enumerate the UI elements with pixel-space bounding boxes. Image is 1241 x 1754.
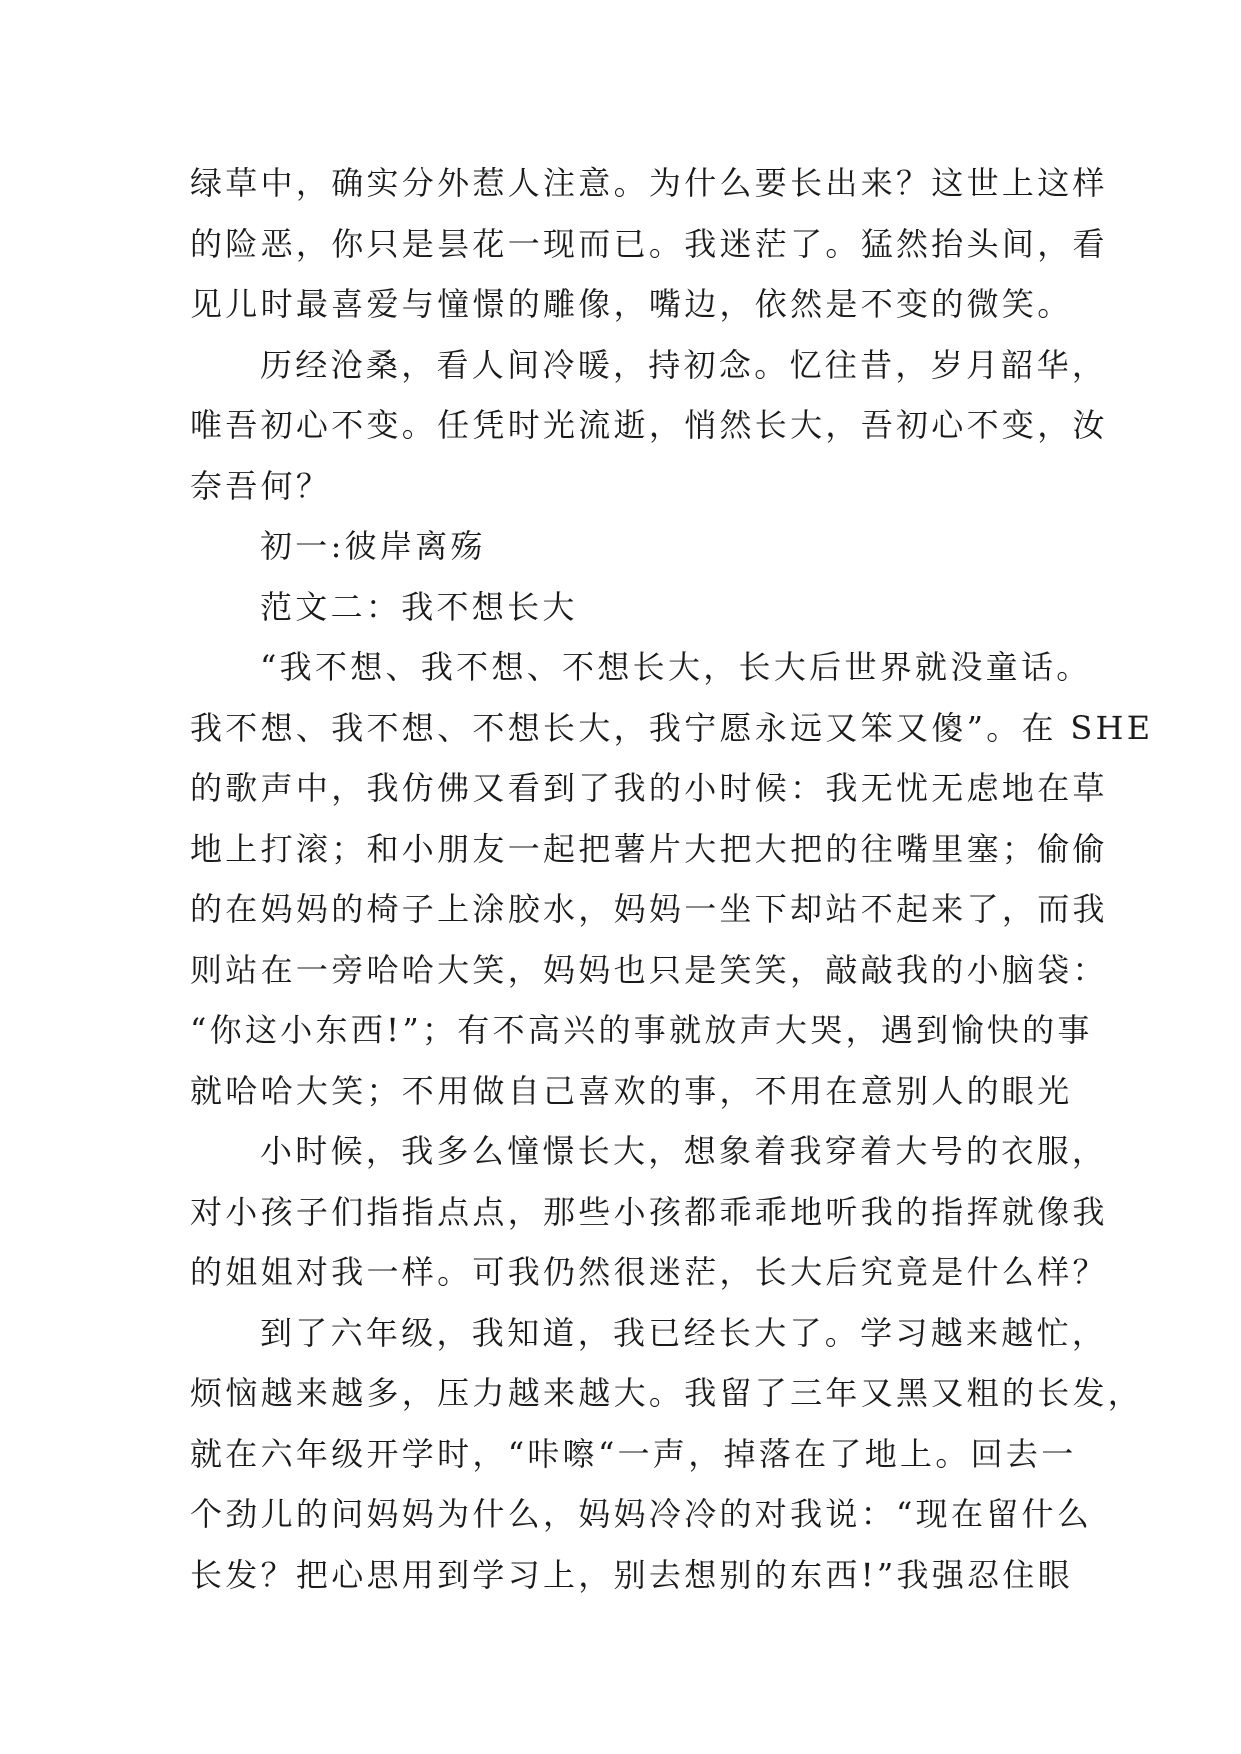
text-line: 初一:彼岸离殇 [260, 527, 486, 565]
text-line: 对小孩子们指指点点，那些小孩都乖乖地听我的指挥就像我 [190, 1192, 1108, 1231]
text-line: 就哈哈大笑；不用做自己喜欢的事，不用在意别人的眼光 [190, 1071, 1073, 1110]
text-line: 见儿时最喜爱与憧憬的雕像，嘴边，依然是不变的微笑。 [190, 285, 1073, 323]
text-line: 烦恼越来越多，压力越来越大。我留了三年又黑又粗的长发， [190, 1374, 1144, 1412]
text-line: “你这小东西!”；有不高兴的事就放声大哭，遇到愉快的事 [190, 1011, 1093, 1049]
text-line: 就在六年级开学时，“咔嚓“一声，掉落在了地上。回去一 [190, 1434, 1077, 1473]
text-line: 我不想、我不想、不想长大，我宁愿永远又笨又傻”。在 SHE [190, 708, 1154, 747]
text-line: 到了六年级，我知道，我已经长大了。学习越来越忙， [260, 1313, 1108, 1352]
text-line: “我不想、我不想、不想长大，长大后世界就没童话。 [260, 648, 1092, 686]
text-line: 小时候，我多么憧憬长大，想象着我穿着大号的衣服， [260, 1132, 1108, 1170]
text-line: 则站在一旁哈哈大笑，妈妈也只是笑笑，敲敲我的小脑袋： [190, 950, 1108, 989]
text-line: 历经沧桑，看人间冷暖，持初念。忆往昔，岁月韶华， [260, 345, 1108, 384]
text-line: 的姐姐对我一样。可我仍然很迷茫，长大后究竟是什么样？ [190, 1253, 1108, 1291]
text-line: 唯吾初心不变。任凭时光流逝，悄然长大，吾初心不变，汝 [190, 406, 1108, 444]
text-line: 个劲儿的问妈妈为什么，妈妈冷冷的对我说：“现在留什么 [190, 1495, 1093, 1533]
text-line: 长发？把心思用到学习上，别去想别的东西!”我强忍住眼 [190, 1555, 1074, 1594]
text-line: 的在妈妈的椅子上涂胶水，妈妈一坐下却站不起来了，而我 [190, 890, 1108, 928]
text-line: 的险恶，你只是昙花一现而已。我迷茫了。猛然抬头间，看 [190, 224, 1108, 263]
text-line: 绿草中，确实分外惹人注意。为什么要长出来？这世上这样 [190, 164, 1108, 202]
text-line: 范文二：我不想长大 [260, 587, 578, 626]
text-line: 的歌声中，我仿佛又看到了我的小时候：我无忧无虑地在草 [190, 769, 1108, 807]
text-line: 奈吾何？ [190, 466, 332, 505]
text-line: 地上打滚；和小朋友一起把薯片大把大把的往嘴里塞；偷偷 [190, 829, 1108, 868]
document-body [190, 153, 1154, 1605]
